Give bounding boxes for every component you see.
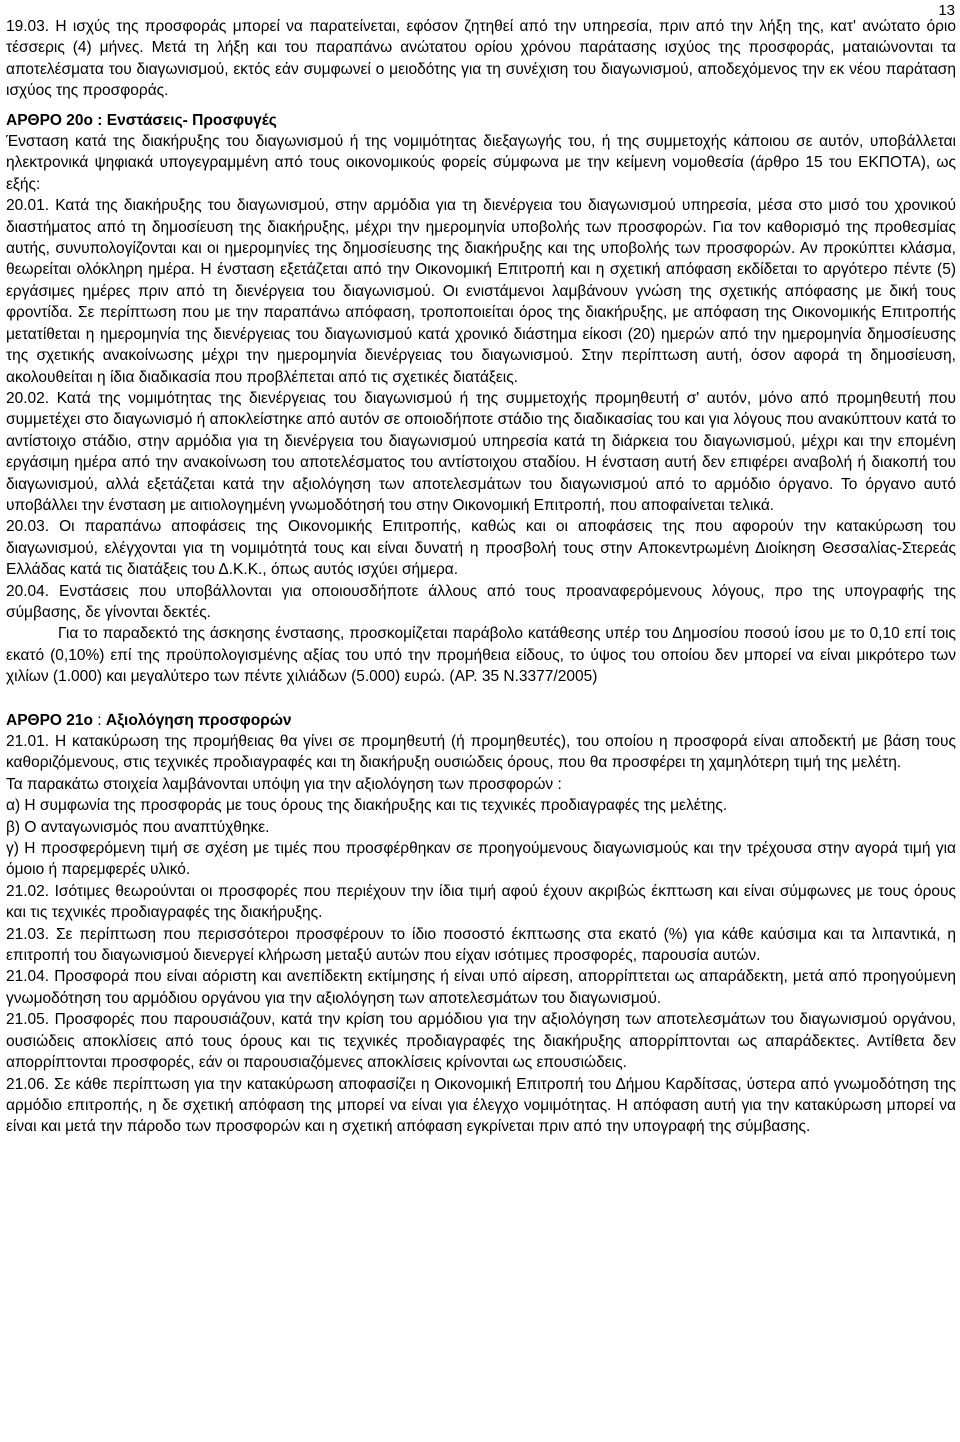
article-20-heading: ΑΡΘΡΟ 20ο : Ενστάσεις- Προσφυγές bbox=[6, 111, 277, 129]
article-20-intro: Ένσταση κατά της διακήρυξης του διαγωνισμού ή της νομιμότητας διεξαγωγής του, ή της συμμετοχής κάποιου σε αυτόν, υποβάλλεται ηλεκτρονικά ψηφιακά υπογεγραμμένη από τους οικονομικούς φορείς σύμφωνα με την κείμενη νομοθεσία (άρθρο 15 του ΕΚΠΟΤΑ), ως εξής: bbox=[6, 133, 956, 193]
paragraph-21-01: 21.01. Η κατακύρωση της προμήθειας θα γίνει σε προμηθευτή (ή προμηθευτές), του οποίου η προσφορά είναι αποδεκτή με βάση τους καθοριζόμενους, στις τεχνικές προδιαγραφές και τη διακήρυξη ουσιώδεις όρους, που θα προσφέρει τη χαμηλότερη τιμή της μελέτη. bbox=[6, 733, 956, 772]
paragraph-21-04: 21.04. Προσφορά που είναι αόριστη και ανεπίδεκτη εκτίμησης ή είναι υπό αίρεση, απορρίπτεται ως απαράδεκτη, μετά από προηγούμενη γνωμοδότηση του αρμόδιου οργάνου για την αξιολόγηση των αποτελεσμάτων του διαγωνισμού. bbox=[6, 968, 956, 1007]
criterion-b: β) Ο ανταγωνισμός που αναπτύχθηκε. bbox=[6, 818, 270, 836]
article-21-separator: : bbox=[93, 711, 106, 729]
paragraph-21-03: 21.03. Σε περίπτωση που περισσότεροι προσφέρουν το ίδιο ποσοστό έκπτωσης στα εκατό (%) για κάθε καύσιμα και τα λιπαντικά, η επιτροπή του διαγωνισμού διενεργεί κλήρωση μεταξύ αυτών που είχαν ισότιμες προσφορές, παρουσία αυτών. bbox=[6, 925, 956, 965]
article-21-heading bbox=[6, 710, 956, 731]
page-number: 13 bbox=[938, 2, 955, 19]
article-21-title: Αξιολόγηση προσφορών bbox=[105, 711, 292, 729]
paragraph-20-01: 20.01. Κατά της διακήρυξης του διαγωνισμού, στην αρμόδια για τη διενέργεια του διαγωνισμού υπηρεσία, μέσα στο μισό του χρονικού διαστήματος από τη δημοσίευση της διακήρυξης, μέχρι την ημερομηνία υποβολής των προσφορών. Για τον καθορισμό της προθεσμίας αυτής, συνυπολογίζονται και οι ημερομηνίες της δημοσίευσης της διακήρυξης και της υποβολής των προσφορών. Αν προκύπτει κλάσμα, θεωρείται ολόκληρη ημέρα. Η ένσταση εξετάζεται από την Οικονομική Επιτροπή και η σχετική απόφαση εκδίδεται το αργότερο πέντε (5) εργάσιμες ημέρες πριν από τη διενέργεια του διαγωνισμού. Οι ενιστάμενοι λαμβάνουν γνώση της σχετικής απόφασης με δική τους φροντίδα. Σε περίπτωση που με την παραπάνω απόφαση, τροποποιείται όρος της διακήρυξης, με απόφαση της Οικονομικής Επιτροπής μετατίθεται η ημερομηνία της διενέργειας του διαγωνισμού κατά χρονικό διάστημα είκοσι (20) ημερών από την ημερομηνία δημοσίευσης της σχετικής ανακοίνωσης μέχρι την ημερομηνία διενέργειας του διαγωνισμού. Στην περίπτωση αυτή, όσον αφορά τη δημοσίευση, ακολουθείται η ίδια διαδικασία που προβλέπεται από τις σχετικές διατάξεις. bbox=[6, 197, 956, 386]
article-21-prefix: ΑΡΘΡΟ 21ο bbox=[6, 711, 93, 729]
criterion-a: α) Η συμφωνία της προσφοράς με τους όρους της διακήρυξης και τις τεχνικές προδιαγραφές της μελέτης. bbox=[6, 797, 728, 815]
paragraph-21-05: 21.05. Προσφορές που παρουσιάζουν, κατά την κρίση του αρμόδιου για την αξιολόγηση των αποτελεσμάτων του διαγωνισμού οργάνου, ουσιώδεις αποκλίσεις από τους όρους και τις τεχνικές προδιαγραφές της διακήρυξης απορρίπτονται ως απαράδεκτες. Αντίθετα δεν απορρίπτονται προσφορές, εάν οι παρουσιαζόμενες αποκλίσεις κρίνονται ως επουσιώδεις. bbox=[6, 1011, 956, 1072]
paragraph-20-02: 20.02. Κατά της νομιμότητας της διενέργειας του διαγωνισμού ή της συμμετοχής προμηθευτή σ' αυτόν, μόνο από προμηθευτή που συμμετέχει στο διαγωνισμό ή αποκλείστηκε από αυτόν σε οποιοδήποτε στάδιο της διαδικασίας του και για λόγους που ανακύπτουν κατά το αντίστοιχο στάδιο, στην αρμόδια για τη διενέργεια του διαγωνισμού υπηρεσία κατά τη διάρκεια του διαγωνισμού, μέχρι και την επομένη εργάσιμη ημέρα από την ανακοίνωση του αποτελέσματος του αντίστοιχου σταδίου. Η ένσταση αυτή δεν επιφέρει αναβολή ή διακοπή του διαγωνισμού, αλλά εξετάζεται κατά την αξιολόγηση των αποτελεσμάτων του διαγωνισμού από το αρμόδιο όργανο. Το όργανο αυτό υποβάλλει την ένσταση με αιτιολογημένη γνωμοδότησή του στην Οικονομική Επιτροπή, που αποφαίνεται τελικά. bbox=[6, 389, 956, 514]
paragraph-20-03: 20.03. Οι παραπάνω αποφάσεις της Οικονομικής Επιτροπής, καθώς και οι αποφάσεις της που αφορούν την κατακύρωση του διαγωνισμού, ελέγχονται για τη νομιμότητά τους και είναι δυνατή η προσβολή τους στην Αποκεντρωμένη Διοίκηση Θεσσαλίας-Στερεάς Ελλάδας κατά τις διατάξεις του Δ.Κ.Κ., όπως αυτός ισχύει σήμερα. bbox=[6, 518, 956, 579]
paragraph-21-02: 21.02. Ισότιμες θεωρούνται οι προσφορές που περιέχουν την ίδια τιμή αφού έχουν ακριβώς έκπτωση και είναι σύμφωνες με τους όρους και τις τεχνικές προδιαγραφές της διακήρυξης. bbox=[6, 882, 956, 922]
paragraph-19-03: 19.03. Η ισχύς της προσφοράς μπορεί να παρατείνεται, εφόσον ζητηθεί από την υπηρεσία, πριν από την λήξη της, κατ' ανώτατο όριο τέσσερις (4) μήνες. Μετά τη λήξη και του παραπάνω ανώτατου ορίου χρόνου παράτασης ισχύος της προσφοράς, ματαιώνονται τα αποτελέσματα του διαγωνισμού, εκτός εάν συμφωνεί ο μειοδότης για τη συνέχιση του διαγωνισμού, αποδεχόμενος την εκ νέου παράταση ισχύος της προσφοράς. bbox=[6, 18, 956, 100]
criteria-intro: Τα παρακάτω στοιχεία λαμβάνονται υπόψη για την αξιολόγηση των προσφορών : bbox=[6, 775, 562, 793]
document-body bbox=[6, 16, 956, 1138]
paragraph-20-04: 20.04. Ενστάσεις που υποβάλλονται για οποιουσδήποτε άλλους από τους προαναφερόμενους λόγους, προ της υπογραφής της σύμβασης, δε γίνονται δεκτές. bbox=[6, 582, 956, 621]
paragraph-21-06: 21.06. Σε κάθε περίπτωση για την κατακύρωση αποφασίζει η Οικονομική Επιτροπή του Δήμου Καρδίτσας, ύστερα από γνωμοδότηση της αρμόδιο επιτροπής, η δε σχετική απόφαση της μπορεί να είναι για έλεγχο νομιμότητας. Η απόφαση αυτή για την κατακύρωση μπορεί να είναι και μετά την πάροδο των προσφορών και η σχετική απόφαση εγκρίνεται πριν από την υπογραφή της σύμβασης. bbox=[6, 1075, 956, 1136]
criterion-c: γ) Η προσφερόμενη τιμή σε σχέση με τιμές που προσφέρθηκαν σε προηγούμενους διαγωνισμούς και την τρέχουσα στην αγορά τιμή για όμοιο ή παρεμφερές υλικό. bbox=[6, 840, 956, 879]
paragraph-fee: Για το παραδεκτό της άσκησης ένστασης, προσκομίζεται παράβολο κατάθεσης υπέρ του Δημοσίου ποσού ίσου με το 0,10 επί τοις εκατό (0,10%) επί της προϋπολογισμένης αξίας του υπό την προμήθεια είδους, το ύψος του οποίου δεν μπορεί να είναι μικρότερο των χιλίων (1.000) και μεγαλύτερο των πέντε χιλιάδων (5.000) ευρώ. (ΑΡ. 35 Ν.3377/2005) bbox=[6, 625, 956, 686]
